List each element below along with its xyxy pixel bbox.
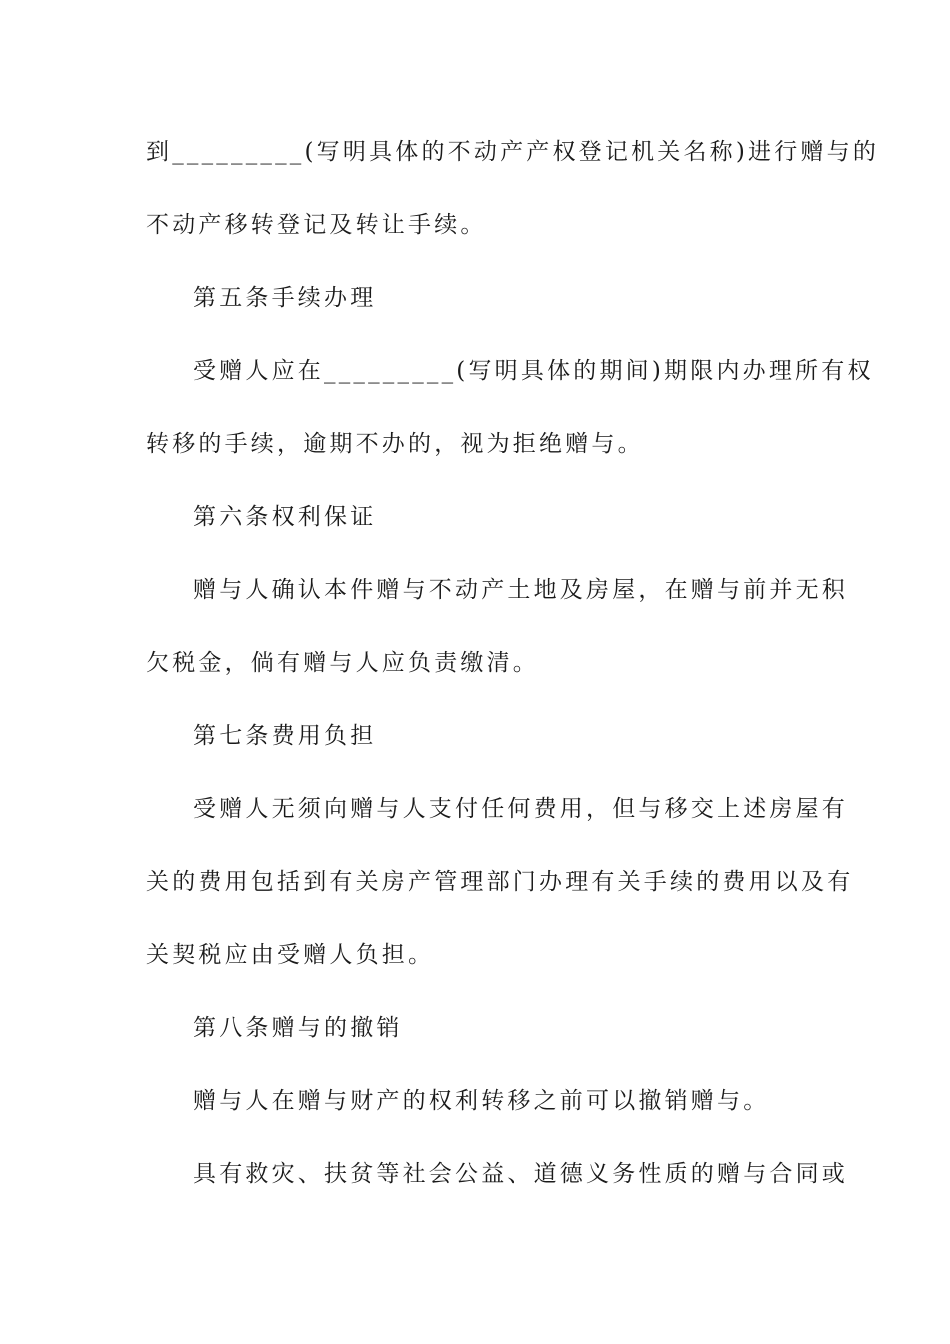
paragraph-line: 不动产移转登记及转让手续。 (146, 212, 487, 238)
paragraph-line: 受赠人应在_________(写明具体的期间)期限内办理所有权 (193, 358, 874, 384)
paragraph-line: 具有救灾、扶贫等社会公益、道德义务性质的赠与合同或 (193, 1161, 848, 1187)
paragraph-line: 受赠人无须向赠与人支付任何费用，但与移交上述房屋有 (193, 796, 848, 822)
section-heading: 第六条权利保证 (193, 504, 377, 530)
paragraph-line: 转移的手续，逾期不办的，视为拒绝赠与。 (146, 431, 644, 457)
document-page (146, 126, 880, 1221)
section-heading: 第五条手续办理 (193, 285, 377, 311)
paragraph-line: 关契税应由受赠人负担。 (146, 942, 435, 968)
section-heading: 第八条赠与的撤销 (193, 1015, 403, 1041)
paragraph-line: 关的费用包括到有关房产管理部门办理有关手续的费用以及有 (146, 869, 854, 895)
paragraph-line: 欠税金，倘有赠与人应负责缴清。 (146, 650, 539, 676)
paragraph-line: 赠与人在赠与财产的权利转移之前可以撤销赠与。 (193, 1088, 770, 1114)
paragraph-line: 赠与人确认本件赠与不动产土地及房屋，在赠与前并无积 (193, 577, 848, 603)
paragraph-line: 到_________(写明具体的不动产产权登记机关名称)进行赠与的 (146, 139, 880, 165)
section-heading: 第七条费用负担 (193, 723, 377, 749)
